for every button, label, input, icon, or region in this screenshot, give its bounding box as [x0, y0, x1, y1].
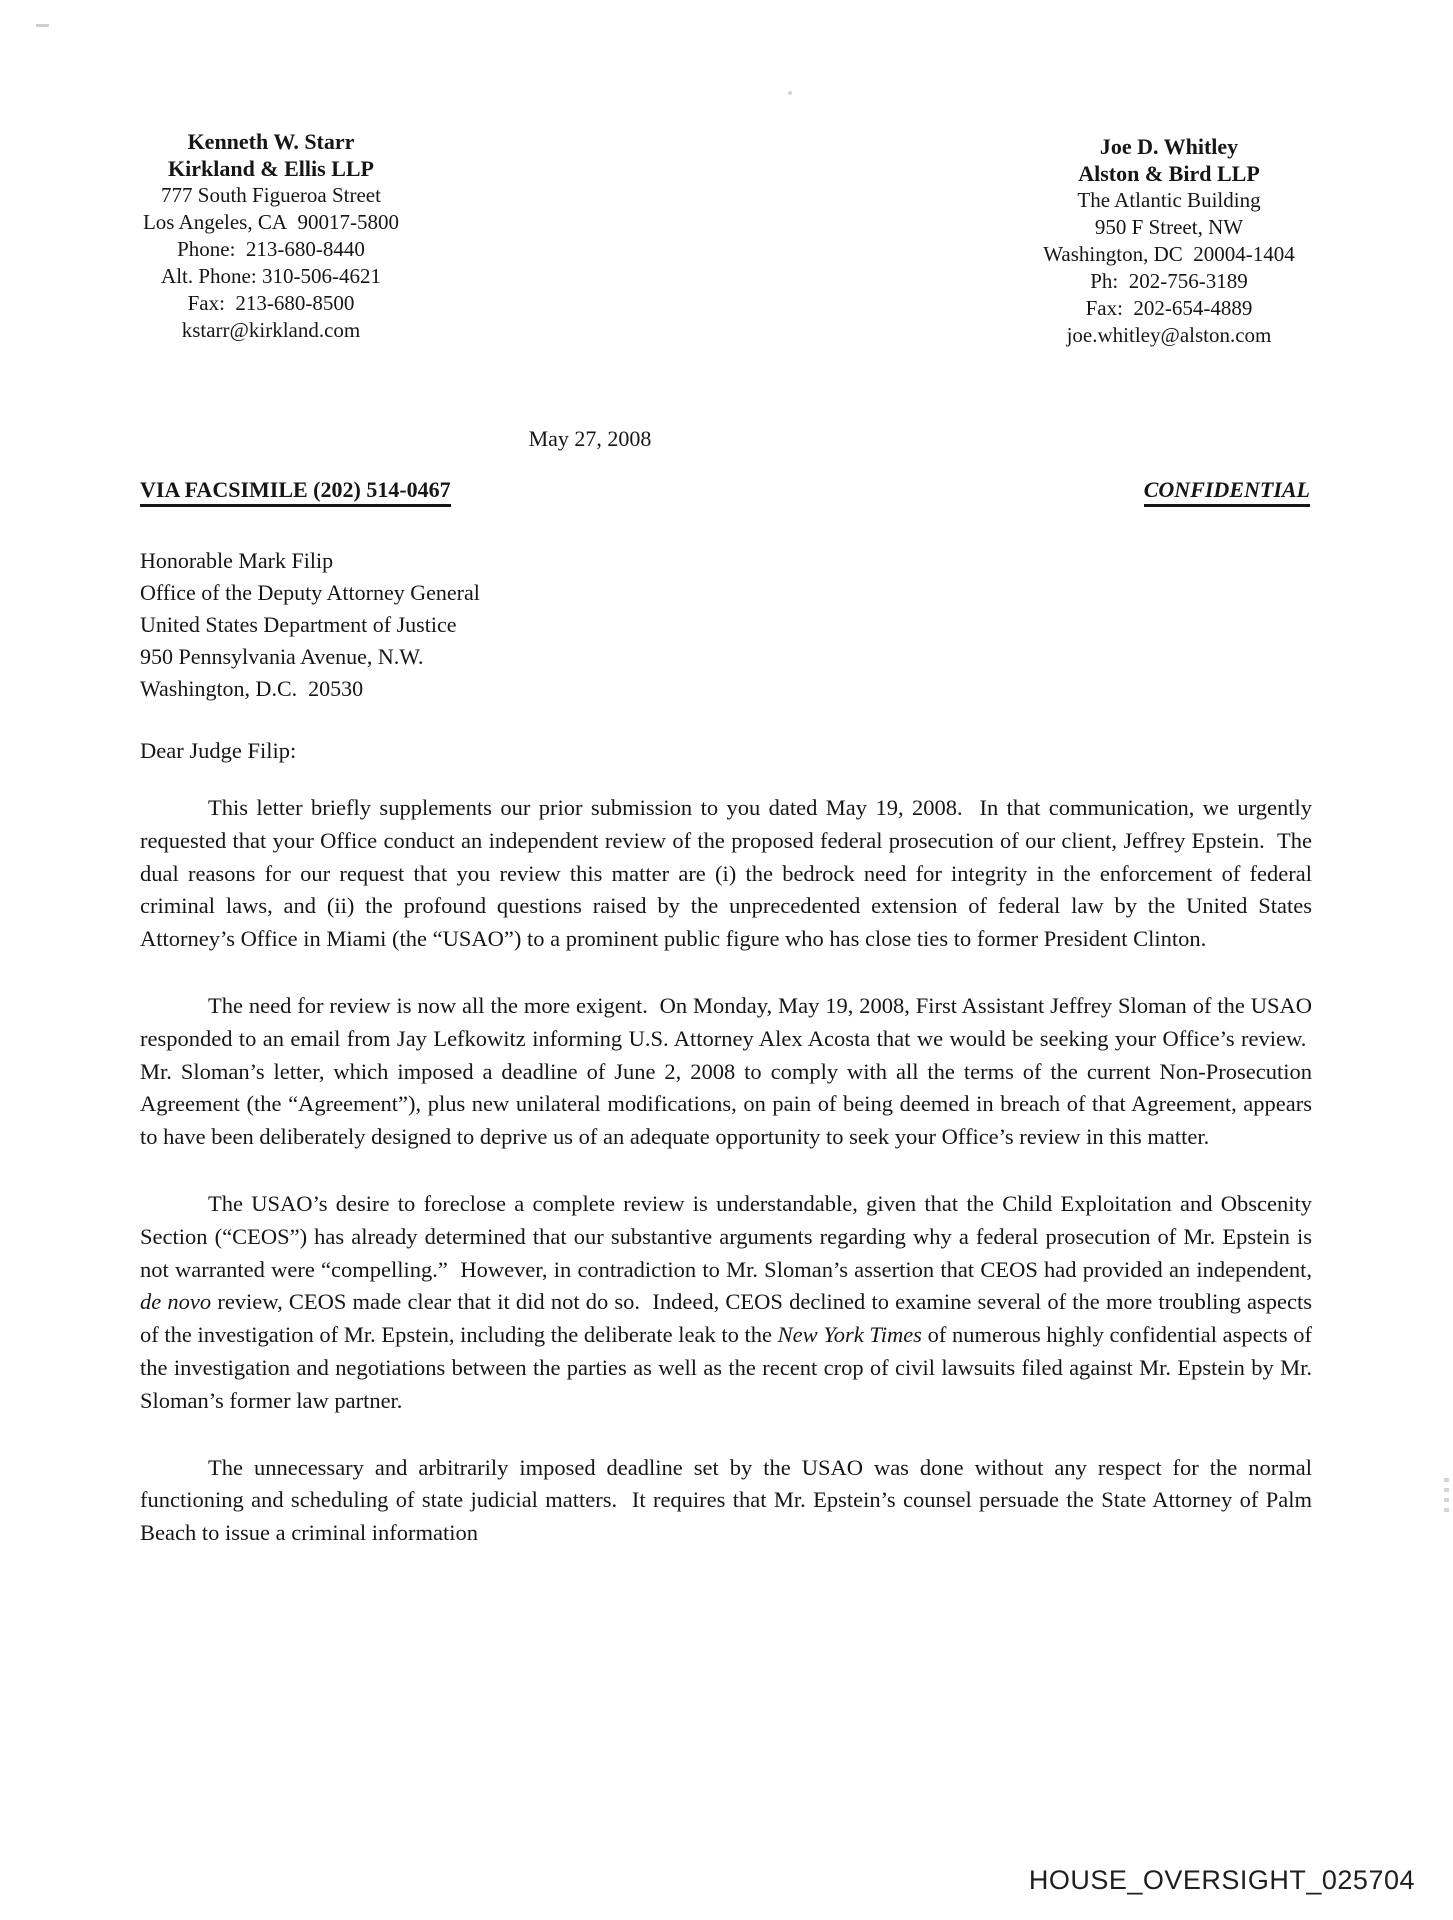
recipient-name: Honorable Mark Filip: [140, 548, 334, 573]
sender-left-alt-phone: Alt. Phone: 310-506-4621: [161, 264, 381, 288]
paragraph-1: This letter briefly supplements our prior submission to you dated May 19, 2008. In that communication, we urgently requested that your Office conduct an independent review of the proposed federal prosecution of our client, Jeffrey Epstein. The dual reasons for our request that you review this matter are (i) the bedrock need for integrity in the enforcement of federal criminal laws, and (ii) the profound questions raised by the unprecedented extension of federal law by the United States Attorney’s Office in Miami (the “USAO”) to a prominent public figure who has close ties to former President Clinton.: [140, 795, 1312, 952]
scan-artifact-edge: [1444, 1478, 1449, 1512]
letter-body: [140, 792, 1312, 1584]
scan-artifact-dash: [36, 24, 49, 27]
sender-left-phone: Phone: 213-680-8440: [177, 237, 365, 261]
sender-left-city: Los Angeles, CA 90017-5800: [142, 210, 400, 234]
bates-number: HOUSE_OVERSIGHT_025704: [1028, 1865, 1415, 1895]
delivery-method: VIA FACSIMILE (202) 514-0467: [140, 477, 451, 507]
recipient-department: United States Department of Justice: [140, 612, 457, 637]
paragraph-4: The unnecessary and arbitrarily imposed deadline set by the USAO was done without any respect for the normal functioning and scheduling of state judicial matters. It requires that Mr. Epstein’s counsel persuade the State Attorney of Palm Beach to issue a criminal information: [140, 1454, 1312, 1546]
paragraph-3: The USAO’s desire to foreclose a complete review is understandable, given that the Child Exploitation and Obscenity Section (“CEOS”) has already determined that our substantive arguments regarding why a federal prosecution of Mr. Epstein is not warranted were “compelling.” However, in contradiction to Mr. Sloman’s assertion that CEOS had provided an independent, de novo review, CEOS made clear that it did not do so. Indeed, CEOS declined to examine several of the more troubling aspects of the investigation of Mr. Epstein, including the deliberate leak to the New York Times of numerous highly confidential aspects of the investigation and negotiations between the parties as well as the recent crop of civil lawsuits filed against Mr. Epstein by Mr. Sloman’s former law partner.: [140, 1190, 1313, 1413]
sender-block-left: [85, 128, 457, 344]
recipient-city: Washington, D.C. 20530: [140, 676, 364, 701]
sender-left-fax: Fax: 213-680-8500: [187, 291, 355, 315]
sender-right-firm: Alston & Bird LLP: [1078, 161, 1260, 186]
salutation: Dear Judge Filip:: [140, 738, 297, 763]
sender-right-building: The Atlantic Building: [1077, 188, 1261, 212]
sender-right-email: joe.whitley@alston.com: [1066, 323, 1272, 347]
sender-right-street: 950 F Street, NW: [1094, 215, 1244, 239]
recipient-office: Office of the Deputy Attorney General: [140, 580, 480, 605]
sender-right-city: Washington, DC 20004-1404: [1043, 242, 1295, 266]
sender-left-email: kstarr@kirkland.com: [181, 318, 361, 342]
confidential-marking: CONFIDENTIAL: [1144, 477, 1310, 507]
recipient-address-block: [140, 545, 480, 705]
sender-left-name: Kenneth W. Starr: [187, 129, 355, 154]
paragraph-2: The need for review is now all the more exigent. On Monday, May 19, 2008, First Assistant Jeffrey Sloman of the USAO responded to an email from Jay Lefkowitz informing U.S. Attorney Alex Acosta that we would be seeking your Office’s review. Mr. Sloman’s letter, which imposed a deadline of June 2, 2008 to comply with all the terms of the current Non-Prosecution Agreement (the “Agreement”), plus new unilateral modifications, on pain of being deemed in breach of that Agreement, appears to have been deliberately designed to deprive us of an adequate opportunity to seek your Office’s review in this matter.: [140, 992, 1312, 1150]
letter-date: May 27, 2008: [528, 426, 652, 451]
sender-left-firm: Kirkland & Ellis LLP: [168, 156, 374, 181]
recipient-street: 950 Pennsylvania Avenue, N.W.: [140, 644, 424, 669]
sender-right-phone: Ph: 202-756-3189: [1090, 269, 1248, 293]
scan-artifact-dot: [788, 91, 792, 95]
sender-left-street: 777 South Figueroa Street: [161, 183, 381, 207]
sender-right-fax: Fax: 202-654-4889: [1085, 296, 1253, 320]
sender-right-name: Joe D. Whitley: [1099, 134, 1239, 159]
sender-block-right: [988, 133, 1350, 349]
